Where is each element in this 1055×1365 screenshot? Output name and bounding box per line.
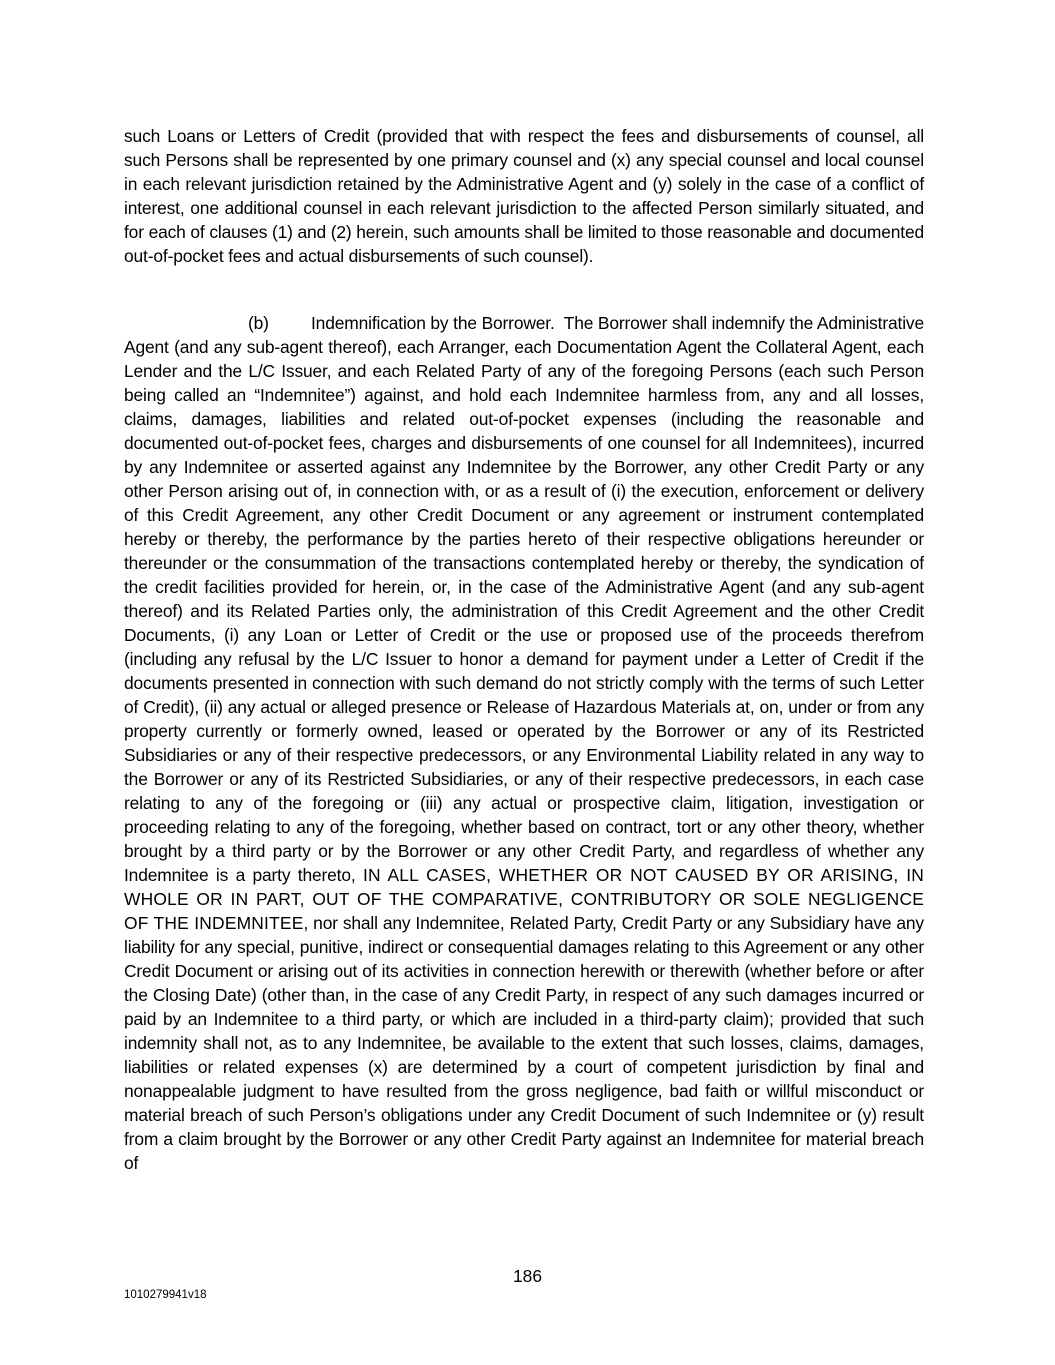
clause-label: (b)	[248, 313, 269, 333]
clause-heading: Indemnification by the Borrower.	[311, 313, 555, 333]
clause-text-part-b: , nor shall any Indemnitee, Related Party, Credit Party or any Subsidiary have any liability for any special, punitive, indirect or consequential damages relating to this Agreement or any other Credit Document or arising out of its activities in connection herewith or therewith (whether before or after the Closing Date) (other than, in the case of any Credit Party, in respect of any such damages incurred or paid by an Indemnitee to a third party, or which are included in a third-party claim); provided that such indemnity shall not, as to any Indemnitee, be available to the extent that such losses, claims, damages, liabilities or related expenses (x) are determined by a court of competent jurisdiction by final and nonappealable judgment to have resulted from the gross negligence, bad faith or willful misconduct or material breach of such Person’s obligations under any Credit Document of such Indemnitee or (y) result from a claim brought by the Borrower or any other Credit Party against an Indemnitee for material breach of	[124, 913, 924, 1173]
paragraph-indemnification	[124, 311, 924, 1175]
clause-text-part-a: The Borrower shall indemnify the Administrative Agent (and any sub-agent thereof), each Arranger, each Documentation Agent the Collateral Agent, each Lender and the L/C Issuer, and each Related Party of any of the foregoing Persons (each such Person being called an “Indemnitee”) against, and hold each Indemnitee harmless from, any and all losses, claims, damages, liabilities and related out-of-pocket expenses (including the reasonable and documented out-of-pocket fees, charges and disbursements of one counsel for all Indemnitees), incurred by any Indemnitee or asserted against any Indemnitee by the Borrower, any other Credit Party or any other Person arising out of, in connection with, or as a result of (i) the execution, enforcement or delivery of this Credit Agreement, any other Credit Document or any agreement or instrument contemplated hereby or thereby, the performance by the parties hereto of their respective obligations hereunder or thereunder or the consummation of the transactions contemplated hereby or thereby, the syndication of the credit facilities provided for herein, or, in the case of the Administrative Agent (and any sub-agent thereof) and its Related Parties only, the administration of this Credit Agreement and the other Credit Documents, (i) any Loan or Letter of Credit or the use or proposed use of the proceeds therefrom (including any refusal by the L/C Issuer to honor a demand for payment under a Letter of Credit if the documents presented in connection with such demand do not strictly comply with the terms of such Letter of Credit), (ii) any actual or alleged presence or Release of Hazardous Materials at, on, under or from any property currently or formerly owned, leased or operated by the Borrower or any of its Restricted Subsidiaries or any of their respective predecessors, or any Environmental Liability related in any way to the Borrower or any of its Restricted Subsidiaries, or any of their respective predecessors, in each case relating to any of the foregoing or (iii) any actual or prospective claim, litigation, investigation or proceeding relating to any of the foregoing, whether based on contract, tort or any other theory, whether brought by a third party or by the Borrower or any other Credit Party, and regardless of whether any Indemnitee is a party thereto,	[124, 313, 924, 885]
document-id: 1010279941v18	[124, 1289, 207, 1301]
page-number: 186	[512, 1266, 542, 1286]
paragraph-counsel-fees: such Loans or Letters of Credit (provided that with respect the fees and disbursements of counsel, all such Persons shall be represented by one primary counsel and (x) any special counsel and local counsel in each relevant jurisdiction retained by the Administrative Agent and (y) solely in the case of a conflict of interest, one additional counsel in each relevant jurisdiction to the affected Person similarly situated, and for each of clauses (1) and (2) herein, such amounts shall be limited to those reasonable and documented out-of-pocket fees and actual disbursements of such counsel).	[124, 126, 924, 266]
clause-caps-text: IN ALL CASES, WHETHER OR NOT CAUSED BY OR ARISING, IN WHOLE OR IN PART, OUT OF THE COMPARATIVE, CONTRIBUTORY OR SOLE NEGLIGENCE OF THE INDEMNITEE	[124, 865, 924, 933]
